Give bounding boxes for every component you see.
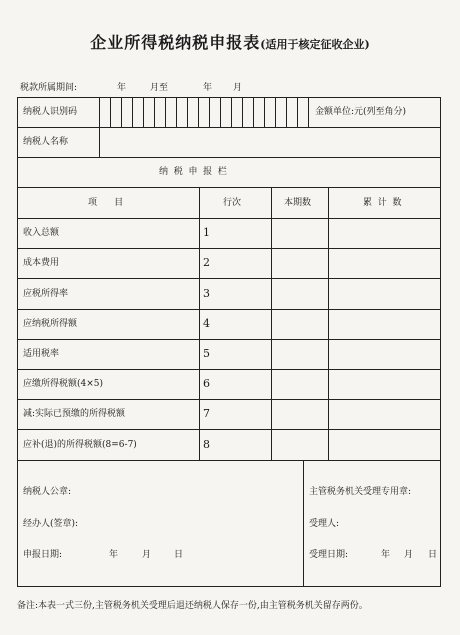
- rule-line: [18, 278, 440, 279]
- handler-label: 经办人(签章):: [23, 519, 79, 529]
- title-main: 企业所得税纳税申报表: [90, 33, 261, 52]
- period-year2: 年: [203, 83, 213, 93]
- row-item: 应补(退)的所得税额(8=6-7): [23, 440, 137, 450]
- id-box-line: [209, 98, 210, 127]
- id-box-line: [165, 98, 166, 127]
- taxpayer-name-label: 纳税人名称: [23, 137, 69, 147]
- id-box-line: [110, 98, 111, 127]
- rule-line: [271, 187, 272, 460]
- id-box-line: [286, 98, 287, 127]
- id-box-line: [220, 98, 221, 127]
- rule-line: [18, 429, 440, 430]
- rule-line: [18, 460, 440, 461]
- col-item: 项 目: [88, 198, 124, 208]
- accept-year: 年: [381, 550, 391, 560]
- row-item: 应缴所得税额(4×5): [23, 379, 104, 389]
- row-item: 成本费用: [23, 258, 60, 268]
- authority-seal-label: 主管税务机关受理专用章:: [309, 487, 412, 497]
- declare-year: 年: [109, 550, 119, 560]
- rule-line: [99, 127, 100, 157]
- period-label: 税款所属期间:: [20, 83, 78, 93]
- id-box-line: [121, 98, 122, 127]
- id-box-line: [308, 98, 309, 127]
- period-year1: 年: [117, 83, 127, 93]
- period-month2: 月: [233, 83, 243, 93]
- period-month-to: 月至: [150, 83, 169, 93]
- row-line: 7: [203, 407, 210, 420]
- id-box-line: [187, 98, 188, 127]
- amount-unit: 金额单位:元(列至角分): [315, 107, 407, 117]
- id-box-line: [264, 98, 265, 127]
- id-box-line: [253, 98, 254, 127]
- id-box-line: [297, 98, 298, 127]
- row-item: 应税所得率: [23, 289, 69, 299]
- rule-line: [18, 187, 440, 188]
- col-cumulative: 累 计 数: [363, 198, 402, 208]
- title-subtitle: (适用于核定征收企业): [260, 38, 370, 51]
- rule-line: [18, 399, 440, 400]
- id-box-line: [275, 98, 276, 127]
- col-current: 本期数: [284, 198, 312, 208]
- accept-day: 日: [428, 550, 438, 560]
- form-title: [0, 30, 460, 53]
- row-item: 减:实际已预缴的所得税额: [23, 409, 126, 419]
- rule-line: [18, 339, 440, 340]
- rule-line: [328, 187, 329, 460]
- rule-line: [18, 157, 440, 158]
- footnote: 备注:本表一式三份,主管税务机关受理后退还纳税人保存一份,由主管税务机关留存两份。: [17, 601, 368, 611]
- receiver-label: 受理人:: [309, 519, 340, 529]
- rule-line: [99, 98, 100, 127]
- row-line: 1: [203, 226, 210, 239]
- row-line: 8: [203, 438, 210, 451]
- row-item: 收入总额: [23, 228, 60, 238]
- taxpayer-id-label: 纳税人识别码: [23, 107, 78, 117]
- rule-line: [18, 248, 440, 249]
- id-box-line: [231, 98, 232, 127]
- declare-day: 日: [174, 550, 184, 560]
- accept-month: 月: [404, 550, 414, 560]
- accept-date-label: 受理日期:: [309, 550, 349, 560]
- id-box-line: [242, 98, 243, 127]
- taxpayer-seal-label: 纳税人公章:: [23, 487, 72, 497]
- id-box-line: [132, 98, 133, 127]
- row-line: 5: [203, 347, 210, 360]
- rule-line: [303, 460, 304, 586]
- row-line: 2: [203, 256, 210, 269]
- row-line: 3: [203, 287, 210, 300]
- id-box-line: [143, 98, 144, 127]
- declare-month: 月: [142, 550, 152, 560]
- rule-line: [18, 218, 440, 219]
- section-title: 纳 税 申 报 栏: [159, 167, 227, 177]
- rule-line: [18, 127, 440, 128]
- id-box-line: [176, 98, 177, 127]
- row-line: 4: [203, 317, 210, 330]
- rule-line: [18, 369, 440, 370]
- declaration-form: [17, 97, 441, 587]
- rule-line: [199, 187, 200, 460]
- id-box-line: [154, 98, 155, 127]
- col-line: 行次: [223, 198, 242, 208]
- declare-date-label: 申报日期:: [23, 550, 63, 560]
- rule-line: [18, 309, 440, 310]
- row-item: 适用税率: [23, 349, 60, 359]
- row-line: 6: [203, 377, 210, 390]
- id-box-line: [198, 98, 199, 127]
- row-item: 应纳税所得额: [23, 319, 78, 329]
